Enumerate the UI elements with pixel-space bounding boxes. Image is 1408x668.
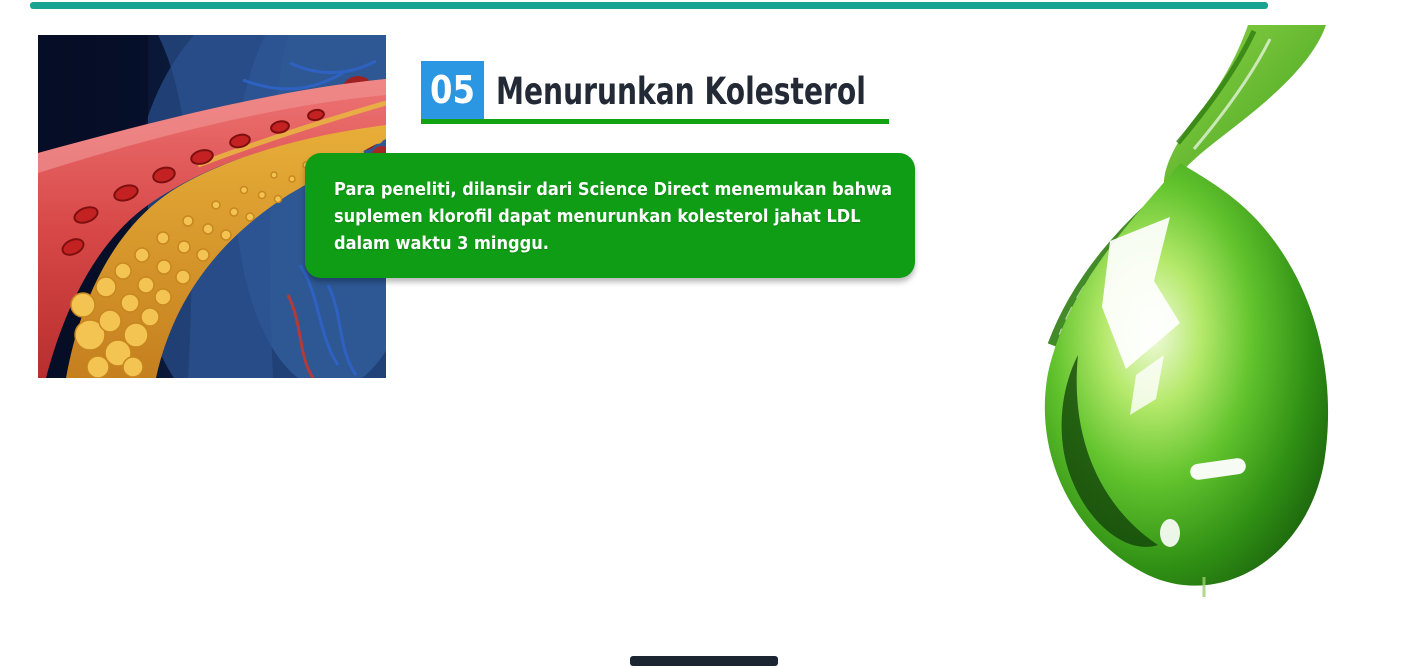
- info-card-line-3: dalam waktu 3 minggu.: [334, 233, 549, 254]
- info-card-line-1: Para peneliti, dilansir dari Science Direct menemukan bahwa: [334, 179, 893, 200]
- info-card-line-2: suplemen klorofil dapat menurunkan kolesterol jahat LDL: [334, 206, 861, 227]
- chlorophyll-drop-illustration: [1018, 25, 1338, 600]
- section-number-box: [421, 61, 484, 119]
- bottom-divider-bar: [630, 656, 778, 666]
- top-divider-bar: [30, 2, 1268, 9]
- info-card: [305, 153, 915, 278]
- title-underline: [421, 119, 889, 124]
- section-title: Menurunkan Kolesterol: [496, 69, 866, 113]
- section-number: 05: [430, 68, 475, 112]
